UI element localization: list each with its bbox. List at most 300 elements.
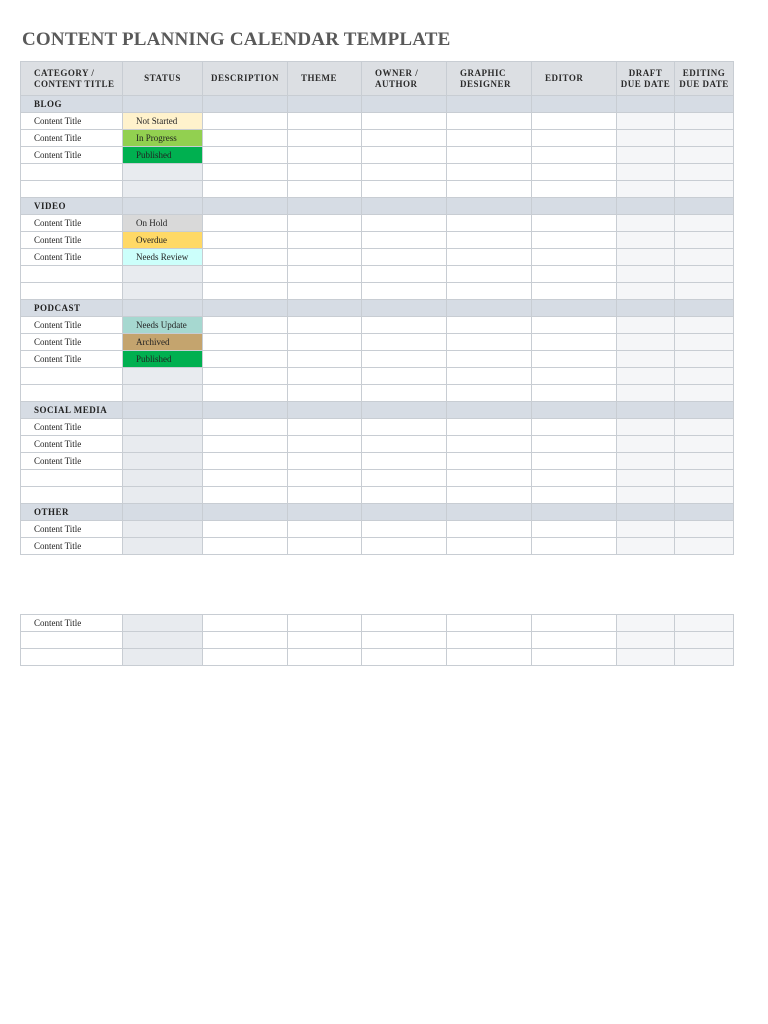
category-row-cell — [447, 198, 532, 215]
status-cell[interactable]: Needs Review — [123, 249, 203, 266]
content-title-cell[interactable]: Content Title — [21, 538, 123, 555]
editing-due-date-cell[interactable] — [675, 521, 734, 538]
status-cell[interactable] — [123, 164, 203, 181]
editor-cell[interactable] — [532, 181, 617, 198]
table-row — [21, 147, 734, 164]
editing-due-date-cell[interactable] — [675, 385, 734, 402]
owner-cell[interactable] — [362, 249, 447, 266]
content-title-cell[interactable] — [21, 487, 123, 504]
status-cell[interactable]: Overdue — [123, 232, 203, 249]
editor-cell[interactable] — [532, 317, 617, 334]
draft-due-date-cell[interactable] — [617, 436, 675, 453]
category-row — [21, 504, 734, 521]
status-cell[interactable] — [123, 385, 203, 402]
draft-due-date-cell[interactable] — [617, 283, 675, 300]
status-cell[interactable] — [123, 470, 203, 487]
editor-cell[interactable] — [532, 266, 617, 283]
owner-cell[interactable] — [362, 317, 447, 334]
draft-due-date-cell[interactable] — [617, 632, 675, 649]
editing-due-date-cell[interactable] — [675, 487, 734, 504]
owner-cell[interactable] — [362, 487, 447, 504]
draft-due-date-cell[interactable] — [617, 266, 675, 283]
description-cell[interactable] — [203, 538, 288, 555]
category-label: BLOG — [21, 96, 123, 113]
theme-cell[interactable] — [288, 130, 362, 147]
header-category-line1: CATEGORY / — [34, 67, 95, 78]
category-row — [21, 198, 734, 215]
editor-cell[interactable] — [532, 215, 617, 232]
status-cell[interactable]: Archived — [123, 334, 203, 351]
content-title-cell[interactable]: Content Title — [21, 232, 123, 249]
content-title-cell[interactable]: Content Title — [21, 147, 123, 164]
editing-due-date-cell[interactable] — [675, 538, 734, 555]
editing-due-date-cell[interactable] — [675, 419, 734, 436]
status-cell[interactable] — [123, 649, 203, 666]
graphic-designer-cell[interactable] — [447, 164, 532, 181]
content-title-cell[interactable]: Content Title — [21, 317, 123, 334]
content-title-cell[interactable]: Content Title — [21, 249, 123, 266]
status-cell[interactable] — [123, 266, 203, 283]
status-cell[interactable]: Needs Update — [123, 317, 203, 334]
content-title-cell[interactable] — [21, 470, 123, 487]
description-cell[interactable] — [203, 436, 288, 453]
content-title-cell[interactable]: Content Title — [21, 334, 123, 351]
owner-cell[interactable] — [362, 283, 447, 300]
status-cell[interactable]: Published — [123, 147, 203, 164]
theme-cell[interactable] — [288, 351, 362, 368]
graphic-designer-cell[interactable] — [447, 147, 532, 164]
category-row-cell — [288, 198, 362, 215]
editing-due-date-cell[interactable] — [675, 470, 734, 487]
description-cell[interactable] — [203, 164, 288, 181]
category-row-cell — [617, 198, 675, 215]
description-cell[interactable] — [203, 351, 288, 368]
description-cell[interactable] — [203, 334, 288, 351]
graphic-designer-cell[interactable] — [447, 181, 532, 198]
table-row — [21, 317, 734, 334]
content-title-cell[interactable]: Content Title — [21, 453, 123, 470]
editing-due-date-cell[interactable] — [675, 317, 734, 334]
status-cell[interactable]: Published — [123, 351, 203, 368]
editor-cell[interactable] — [532, 521, 617, 538]
description-cell[interactable] — [203, 385, 288, 402]
graphic-designer-cell[interactable] — [447, 649, 532, 666]
category-row-cell — [288, 402, 362, 419]
category-label: VIDEO — [21, 198, 123, 215]
table-row — [21, 181, 734, 198]
owner-cell[interactable] — [362, 436, 447, 453]
description-cell[interactable] — [203, 317, 288, 334]
theme-cell[interactable] — [288, 385, 362, 402]
header-draft-due-date — [617, 62, 675, 96]
editing-due-date-cell[interactable] — [675, 130, 734, 147]
category-row-cell — [532, 198, 617, 215]
editor-cell[interactable] — [532, 453, 617, 470]
draft-due-date-cell[interactable] — [617, 130, 675, 147]
editor-cell[interactable] — [532, 334, 617, 351]
draft-due-date-cell[interactable] — [617, 615, 675, 632]
category-row-cell — [532, 402, 617, 419]
description-cell[interactable] — [203, 615, 288, 632]
description-cell[interactable] — [203, 453, 288, 470]
content-title-cell[interactable] — [21, 283, 123, 300]
status-cell[interactable]: In Progress — [123, 130, 203, 147]
theme-cell[interactable] — [288, 147, 362, 164]
table-row — [21, 521, 734, 538]
theme-cell[interactable] — [288, 487, 362, 504]
graphic-designer-cell[interactable] — [447, 351, 532, 368]
editing-due-date-cell[interactable] — [675, 368, 734, 385]
owner-cell[interactable] — [362, 266, 447, 283]
theme-cell[interactable] — [288, 632, 362, 649]
theme-cell[interactable] — [288, 181, 362, 198]
editor-cell[interactable] — [532, 283, 617, 300]
status-cell[interactable] — [123, 181, 203, 198]
extra-content-table — [20, 614, 734, 666]
description-cell[interactable] — [203, 181, 288, 198]
owner-cell[interactable] — [362, 113, 447, 130]
description-cell[interactable] — [203, 232, 288, 249]
owner-cell[interactable] — [362, 181, 447, 198]
draft-due-date-cell[interactable] — [617, 521, 675, 538]
status-cell[interactable] — [123, 436, 203, 453]
theme-cell[interactable] — [288, 436, 362, 453]
content-title-cell[interactable]: Content Title — [21, 521, 123, 538]
content-title-cell[interactable]: Content Title — [21, 351, 123, 368]
theme-cell[interactable] — [288, 538, 362, 555]
draft-due-date-cell[interactable] — [617, 649, 675, 666]
draft-due-date-cell[interactable] — [617, 487, 675, 504]
owner-cell[interactable] — [362, 453, 447, 470]
category-row-cell — [675, 504, 734, 521]
table-body — [21, 96, 734, 555]
content-title-cell[interactable]: Content Title — [21, 436, 123, 453]
draft-due-date-cell[interactable] — [617, 368, 675, 385]
category-row-cell — [362, 300, 447, 317]
header-designer-line1: GRAPHIC — [460, 67, 506, 78]
editor-cell[interactable] — [532, 113, 617, 130]
category-row — [21, 96, 734, 113]
owner-cell[interactable] — [362, 615, 447, 632]
editing-due-date-cell[interactable] — [675, 147, 734, 164]
category-label: SOCIAL MEDIA — [21, 402, 123, 419]
category-row-cell — [203, 504, 288, 521]
category-row-cell — [532, 504, 617, 521]
editor-cell[interactable] — [532, 164, 617, 181]
status-cell[interactable] — [123, 368, 203, 385]
description-cell[interactable] — [203, 113, 288, 130]
draft-due-date-cell[interactable] — [617, 351, 675, 368]
content-title-cell[interactable] — [21, 181, 123, 198]
theme-cell[interactable] — [288, 521, 362, 538]
graphic-designer-cell[interactable] — [447, 130, 532, 147]
editor-cell[interactable] — [532, 615, 617, 632]
category-row-cell — [617, 402, 675, 419]
table-row — [21, 351, 734, 368]
table-row — [21, 538, 734, 555]
status-cell[interactable] — [123, 521, 203, 538]
editor-cell[interactable] — [532, 470, 617, 487]
description-cell[interactable] — [203, 649, 288, 666]
table-row — [21, 368, 734, 385]
category-row-cell — [532, 96, 617, 113]
table-row — [21, 470, 734, 487]
table-row — [21, 113, 734, 130]
description-cell[interactable] — [203, 283, 288, 300]
header-editing-line2: DUE DATE — [679, 78, 729, 89]
graphic-designer-cell[interactable] — [447, 615, 532, 632]
graphic-designer-cell[interactable] — [447, 632, 532, 649]
category-row-cell — [288, 504, 362, 521]
editor-cell[interactable] — [532, 249, 617, 266]
graphic-designer-cell[interactable] — [447, 283, 532, 300]
owner-cell[interactable] — [362, 538, 447, 555]
status-cell[interactable]: On Hold — [123, 215, 203, 232]
theme-cell[interactable] — [288, 368, 362, 385]
status-cell[interactable]: Not Started — [123, 113, 203, 130]
category-row-cell — [362, 402, 447, 419]
status-cell[interactable] — [123, 538, 203, 555]
theme-cell[interactable] — [288, 334, 362, 351]
status-cell[interactable] — [123, 419, 203, 436]
draft-due-date-cell[interactable] — [617, 385, 675, 402]
editing-due-date-cell[interactable] — [675, 113, 734, 130]
header-category-line2: CONTENT TITLE — [34, 78, 115, 89]
owner-cell[interactable] — [362, 215, 447, 232]
header-designer-line2: DESIGNER — [460, 78, 512, 89]
description-cell[interactable] — [203, 215, 288, 232]
owner-cell[interactable] — [362, 649, 447, 666]
owner-cell[interactable] — [362, 130, 447, 147]
editor-cell[interactable] — [532, 368, 617, 385]
graphic-designer-cell[interactable] — [447, 249, 532, 266]
draft-due-date-cell[interactable] — [617, 113, 675, 130]
draft-due-date-cell[interactable] — [617, 147, 675, 164]
owner-cell[interactable] — [362, 632, 447, 649]
header-owner — [362, 62, 447, 96]
editor-cell[interactable] — [532, 632, 617, 649]
category-row-cell — [123, 198, 203, 215]
editing-due-date-cell[interactable] — [675, 649, 734, 666]
graphic-designer-cell[interactable] — [447, 368, 532, 385]
content-title-cell[interactable]: Content Title — [21, 130, 123, 147]
table-row — [21, 164, 734, 181]
editing-due-date-cell[interactable] — [675, 232, 734, 249]
theme-cell[interactable] — [288, 249, 362, 266]
editing-due-date-cell[interactable] — [675, 215, 734, 232]
category-row-cell — [362, 96, 447, 113]
owner-cell[interactable] — [362, 147, 447, 164]
editor-cell[interactable] — [532, 147, 617, 164]
header-owner-line1: OWNER / — [375, 67, 419, 78]
status-cell[interactable] — [123, 453, 203, 470]
editor-cell[interactable] — [532, 538, 617, 555]
content-title-cell[interactable]: Content Title — [21, 615, 123, 632]
draft-due-date-cell[interactable] — [617, 538, 675, 555]
table-row — [21, 215, 734, 232]
owner-cell[interactable] — [362, 521, 447, 538]
owner-cell[interactable] — [362, 334, 447, 351]
graphic-designer-cell[interactable] — [447, 538, 532, 555]
theme-cell[interactable] — [288, 615, 362, 632]
draft-due-date-cell[interactable] — [617, 232, 675, 249]
table-row — [21, 632, 734, 649]
status-cell[interactable] — [123, 283, 203, 300]
graphic-designer-cell[interactable] — [447, 385, 532, 402]
graphic-designer-cell[interactable] — [447, 436, 532, 453]
draft-due-date-cell[interactable] — [617, 470, 675, 487]
draft-due-date-cell[interactable] — [617, 317, 675, 334]
draft-due-date-cell[interactable] — [617, 181, 675, 198]
owner-cell[interactable] — [362, 470, 447, 487]
category-row-cell — [447, 402, 532, 419]
header-theme: THEME — [288, 62, 362, 96]
graphic-designer-cell[interactable] — [447, 521, 532, 538]
graphic-designer-cell[interactable] — [447, 419, 532, 436]
owner-cell[interactable] — [362, 351, 447, 368]
editing-due-date-cell[interactable] — [675, 632, 734, 649]
theme-cell[interactable] — [288, 317, 362, 334]
status-cell[interactable] — [123, 487, 203, 504]
content-calendar-table — [20, 61, 734, 555]
owner-cell[interactable] — [362, 232, 447, 249]
graphic-designer-cell[interactable] — [447, 317, 532, 334]
content-title-cell[interactable] — [21, 632, 123, 649]
description-cell[interactable] — [203, 249, 288, 266]
owner-cell[interactable] — [362, 368, 447, 385]
description-cell[interactable] — [203, 419, 288, 436]
theme-cell[interactable] — [288, 266, 362, 283]
owner-cell[interactable] — [362, 164, 447, 181]
graphic-designer-cell[interactable] — [447, 334, 532, 351]
header-draft-line2: DUE DATE — [620, 78, 671, 89]
editor-cell[interactable] — [532, 385, 617, 402]
graphic-designer-cell[interactable] — [447, 215, 532, 232]
theme-cell[interactable] — [288, 215, 362, 232]
description-cell[interactable] — [203, 632, 288, 649]
description-cell[interactable] — [203, 266, 288, 283]
editing-due-date-cell[interactable] — [675, 334, 734, 351]
graphic-designer-cell[interactable] — [447, 232, 532, 249]
content-title-cell[interactable]: Content Title — [21, 215, 123, 232]
editor-cell[interactable] — [532, 130, 617, 147]
table-row — [21, 436, 734, 453]
table-row — [21, 232, 734, 249]
graphic-designer-cell[interactable] — [447, 470, 532, 487]
owner-cell[interactable] — [362, 419, 447, 436]
editor-cell[interactable] — [532, 436, 617, 453]
draft-due-date-cell[interactable] — [617, 215, 675, 232]
editing-due-date-cell[interactable] — [675, 453, 734, 470]
theme-cell[interactable] — [288, 283, 362, 300]
theme-cell[interactable] — [288, 470, 362, 487]
category-row-cell — [447, 504, 532, 521]
theme-cell[interactable] — [288, 453, 362, 470]
description-cell[interactable] — [203, 147, 288, 164]
header-row — [21, 62, 734, 96]
draft-due-date-cell[interactable] — [617, 419, 675, 436]
content-title-cell[interactable] — [21, 649, 123, 666]
category-row-cell — [362, 198, 447, 215]
editing-due-date-cell[interactable] — [675, 615, 734, 632]
table-row — [21, 615, 734, 632]
table-row — [21, 487, 734, 504]
header-category — [21, 62, 123, 96]
category-row-cell — [447, 96, 532, 113]
editing-due-date-cell[interactable] — [675, 249, 734, 266]
table-row — [21, 334, 734, 351]
editor-cell[interactable] — [532, 351, 617, 368]
table-row — [21, 130, 734, 147]
editor-cell[interactable] — [532, 649, 617, 666]
editor-cell[interactable] — [532, 419, 617, 436]
status-cell[interactable] — [123, 615, 203, 632]
category-row — [21, 300, 734, 317]
description-cell[interactable] — [203, 368, 288, 385]
editing-due-date-cell[interactable] — [675, 351, 734, 368]
theme-cell[interactable] — [288, 164, 362, 181]
category-row-cell — [675, 402, 734, 419]
draft-due-date-cell[interactable] — [617, 249, 675, 266]
category-row-cell — [675, 96, 734, 113]
graphic-designer-cell[interactable] — [447, 453, 532, 470]
graphic-designer-cell[interactable] — [447, 487, 532, 504]
draft-due-date-cell[interactable] — [617, 334, 675, 351]
editor-cell[interactable] — [532, 487, 617, 504]
draft-due-date-cell[interactable] — [617, 453, 675, 470]
table-row — [21, 453, 734, 470]
table-row — [21, 419, 734, 436]
category-row-cell — [203, 402, 288, 419]
theme-cell[interactable] — [288, 649, 362, 666]
status-cell[interactable] — [123, 632, 203, 649]
content-title-cell[interactable]: Content Title — [21, 419, 123, 436]
extra-table-body — [21, 615, 734, 666]
category-row-cell — [617, 504, 675, 521]
editor-cell[interactable] — [532, 232, 617, 249]
content-title-cell[interactable] — [21, 164, 123, 181]
graphic-designer-cell[interactable] — [447, 113, 532, 130]
category-label: PODCAST — [21, 300, 123, 317]
description-cell[interactable] — [203, 470, 288, 487]
editing-due-date-cell[interactable] — [675, 436, 734, 453]
table-row — [21, 283, 734, 300]
editing-due-date-cell[interactable] — [675, 164, 734, 181]
theme-cell[interactable] — [288, 232, 362, 249]
header-editing-due-date — [675, 62, 734, 96]
table-row — [21, 266, 734, 283]
theme-cell[interactable] — [288, 113, 362, 130]
category-row-cell — [532, 300, 617, 317]
theme-cell[interactable] — [288, 419, 362, 436]
category-row-cell — [288, 300, 362, 317]
description-cell[interactable] — [203, 521, 288, 538]
draft-due-date-cell[interactable] — [617, 164, 675, 181]
content-title-cell[interactable]: Content Title — [21, 113, 123, 130]
content-title-cell[interactable] — [21, 368, 123, 385]
description-cell[interactable] — [203, 487, 288, 504]
editing-due-date-cell[interactable] — [675, 283, 734, 300]
category-row-cell — [123, 300, 203, 317]
editing-due-date-cell[interactable] — [675, 266, 734, 283]
content-title-cell[interactable] — [21, 266, 123, 283]
graphic-designer-cell[interactable] — [447, 266, 532, 283]
editing-due-date-cell[interactable] — [675, 181, 734, 198]
description-cell[interactable] — [203, 130, 288, 147]
category-label: OTHER — [21, 504, 123, 521]
content-title-cell[interactable] — [21, 385, 123, 402]
owner-cell[interactable] — [362, 385, 447, 402]
